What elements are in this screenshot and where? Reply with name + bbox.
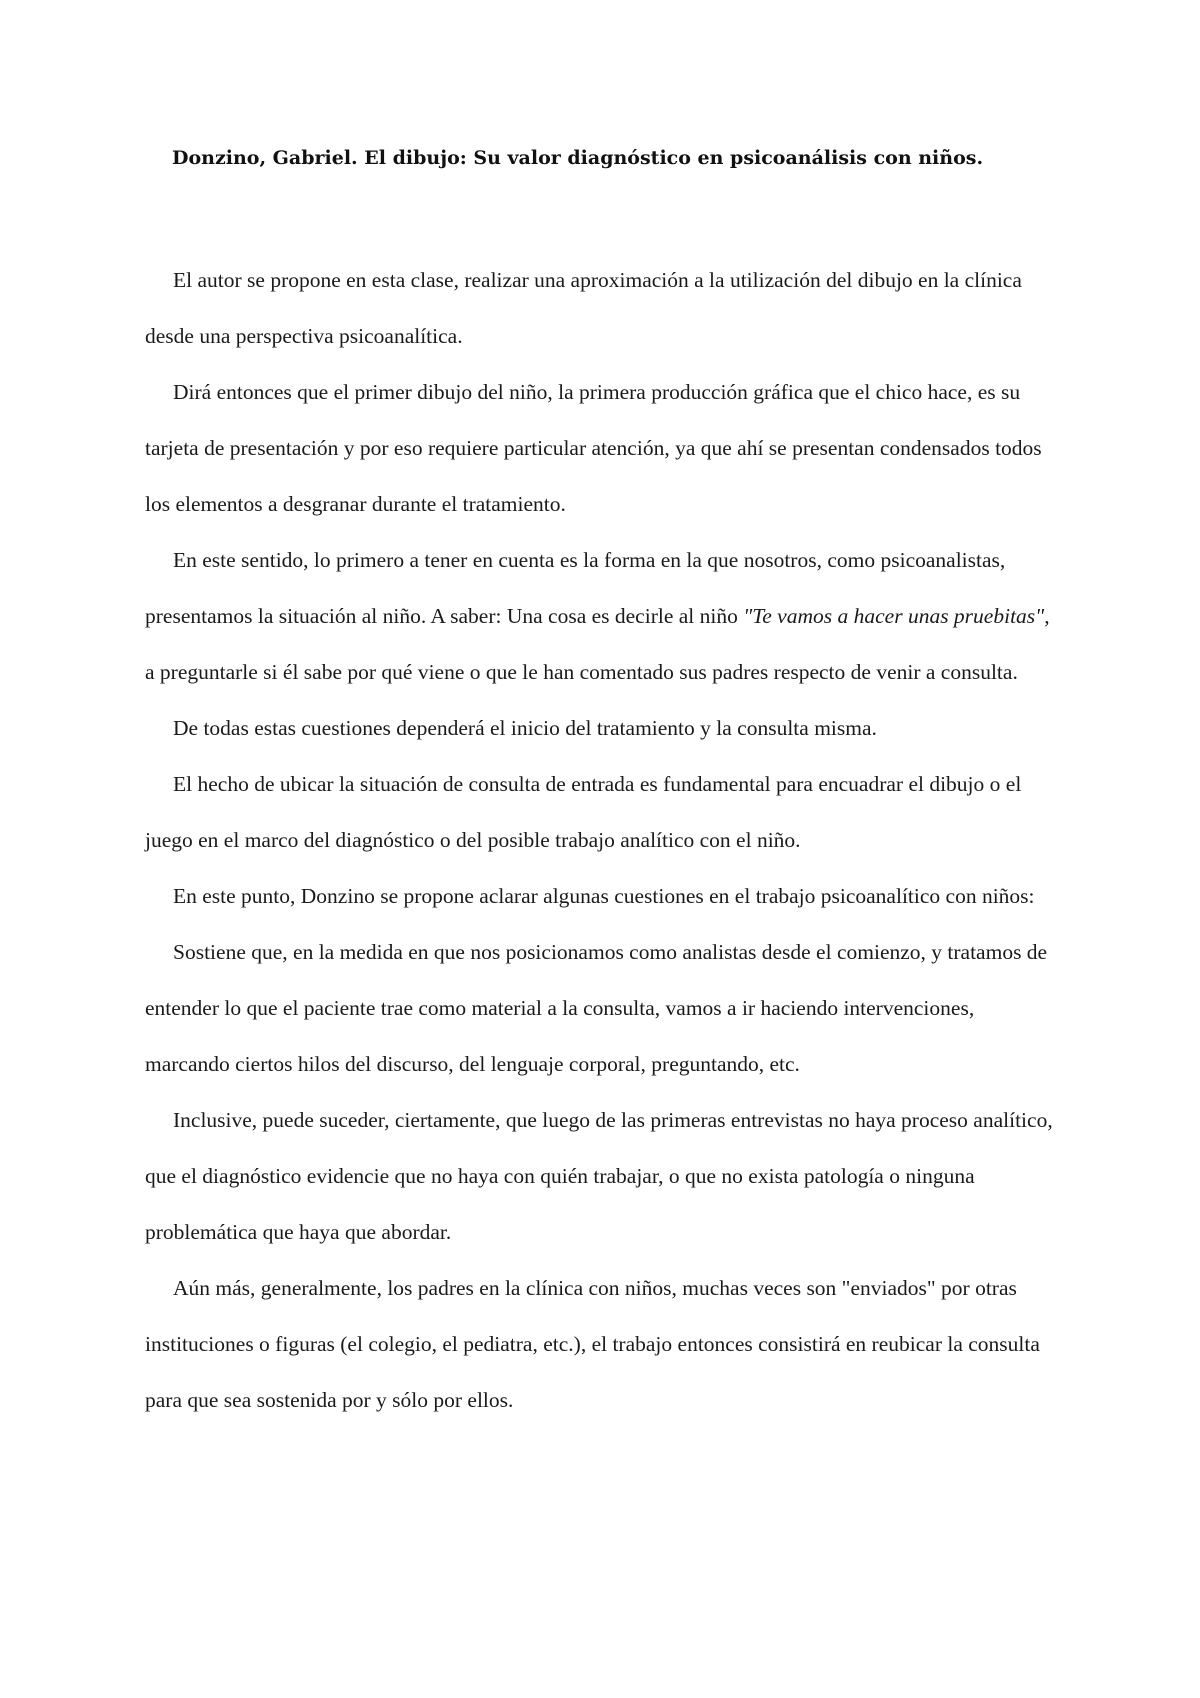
- paragraph: Aún más, generalmente, los padres en la clínica con niños, muchas veces son "enviados" por otras instituciones o figuras (el colegio, el pediatra, etc.), el trabajo entonces consistirá en reubicar la consulta para que sea sostenida por y sólo por ellos.: [145, 1276, 1040, 1412]
- quoted-phrase: "Te vamos a hacer unas pruebitas": [743, 604, 1045, 628]
- paragraph-text: En este sentido, lo primero a tener en cuenta es la forma en la que nosotros, como psicoanalistas, presentamos la situación al niño. A saber: Una cosa es decirle al niño: [145, 548, 1006, 628]
- paragraph-text: , a preguntarle si él sabe por qué viene o que le han comentado sus padres respecto de venir a consulta.: [145, 604, 1050, 684]
- paragraph: Sostiene que, en la medida en que nos posicionamos como analistas desde el comienzo, y tratamos de entender lo que el paciente trae como material a la consulta, vamos a ir haciendo intervenciones, marcando ciertos hilos del discurso, del lenguaje corporal, preguntando, etc.: [145, 940, 1048, 1076]
- document-body: [145, 252, 1060, 1428]
- paragraph: El autor se propone en esta clase, realizar una aproximación a la utilización del dibujo en la clínica desde una perspectiva psicoanalítica.: [145, 268, 1022, 348]
- paragraph: Dirá entonces que el primer dibujo del niño, la primera producción gráfica que el chico hace, es su tarjeta de presentación y por eso requiere particular atención, ya que ahí se presentan condensados todos los elementos a desgranar durante el tratamiento.: [145, 380, 1042, 516]
- paragraph: Inclusive, puede suceder, ciertamente, que luego de las primeras entrevistas no haya proceso analítico, que el diagnóstico evidencie que no haya con quién trabajar, o que no exista patología o ninguna problemática que haya que abordar.: [145, 1108, 1053, 1244]
- document-title: Donzino, Gabriel. El dibujo: Su valor diagnóstico en psicoanálisis con niños.: [172, 147, 984, 169]
- paragraph: El hecho de ubicar la situación de consulta de entrada es fundamental para encuadrar el dibujo o el juego en el marco del diagnóstico o del posible trabajo analítico con el niño.: [145, 772, 1022, 852]
- paragraph: En este punto, Donzino se propone aclarar algunas cuestiones en el trabajo psicoanalítico con niños:: [173, 884, 1035, 908]
- paragraph: [145, 532, 1060, 700]
- paragraph: De todas estas cuestiones dependerá el inicio del tratamiento y la consulta misma.: [173, 716, 877, 740]
